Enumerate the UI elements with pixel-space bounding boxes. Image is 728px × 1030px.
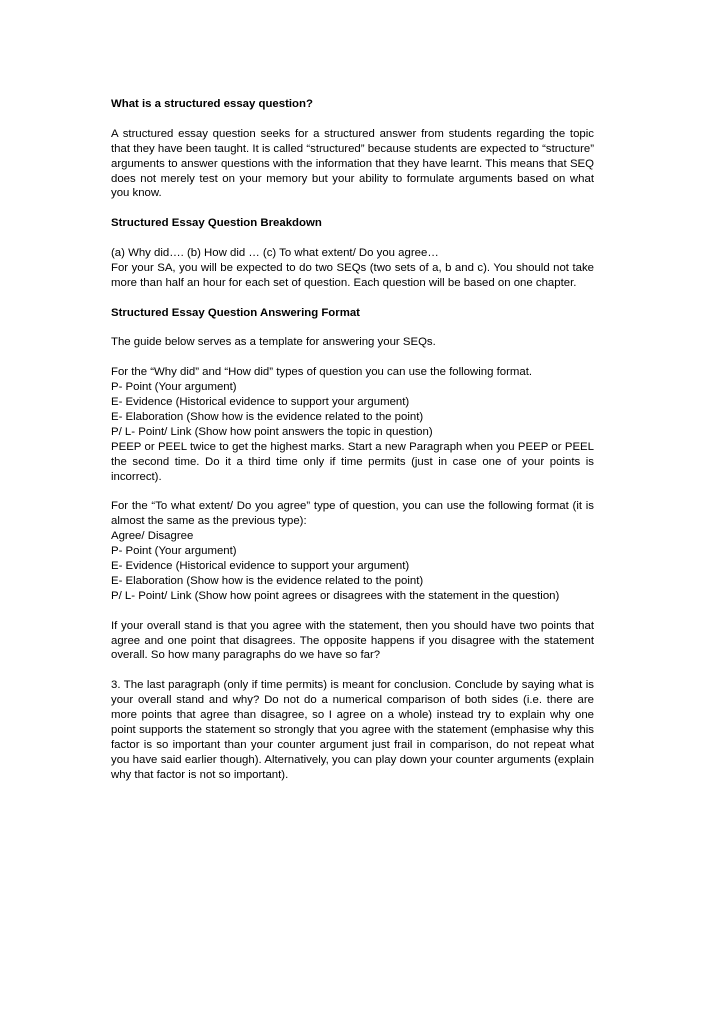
extent-intro: For the “To what extent/ Do you agree” type of question, you can use the following format (it is almost the same as the previous type): [111, 500, 594, 528]
peel2-link: P/ L- Point/ Link (Show how point agrees or disagrees with the statement in the question) [111, 589, 560, 602]
agree-disagree-label: Agree/ Disagree [111, 530, 194, 543]
section-extent-format [111, 499, 594, 603]
peel-note: PEEP or PEEL twice to get the highest marks. Start a new Paragraph when you PEEP or PEEL the second time. Do it a third time only if time permits (just in case one of your points is incorrect). [111, 440, 594, 483]
paragraph-guide-intro: The guide below serves as a template for answering your SEQs. [111, 336, 436, 349]
peel-link: P/ L- Point/ Link (Show how point answers the topic in question) [111, 425, 433, 438]
peel2-point: P- Point (Your argument) [111, 545, 237, 558]
heading-answering-format: Structured Essay Question Answering Format [111, 306, 360, 319]
paragraph-conclusion: 3. The last paragraph (only if time permits) is meant for conclusion. Conclude by saying what is your overall stand and why? Do not do a numerical comparison of both sides (i.e. there are more points that agree than disagree, so I agree on a whole) instead try to explain why one point supports the statement so strongly that you agree with the statement (emphasise why this factor is so important than your counter argument just frail in comparison, do not repeat what you have said earlier though). Alternatively, you can play down your counter arguments (explain why that factor is not so important). [111, 679, 594, 781]
why-how-intro: For the “Why did” and “How did” types of question you can use the following format. [111, 366, 533, 379]
section-why-how-format [111, 365, 594, 484]
peel-evidence: E- Evidence (Historical evidence to support your argument) [111, 396, 410, 409]
paragraph-sa-requirements: For your SA, you will be expected to do two SEQs (two sets of a, b and c). You should not take more than half an hour for each set of question. Each question will be based on one chapter. [111, 261, 594, 289]
paragraph-overall-stand: If your overall stand is that you agree with the statement, then you should have two points that agree and one point that disagrees. The opposite happens if you disagree with the statement overall. So how many paragraphs do we have so far? [111, 619, 594, 662]
heading-seq-breakdown: Structured Essay Question Breakdown [111, 217, 322, 230]
section-breakdown [111, 246, 594, 291]
peel-point: P- Point (Your argument) [111, 381, 237, 394]
peel2-evidence: E- Evidence (Historical evidence to support your argument) [111, 559, 410, 572]
paragraph-seq-definition: A structured essay question seeks for a structured answer from students regarding the topic that they have been taught. It is called “structured” because students are expected to “structure” arguments to answer questions with the information that they have learnt. This means that SEQ does not merely test on your memory but your ability to formulate arguments based on what you know. [111, 127, 594, 200]
document-page [111, 97, 594, 783]
heading-what-is-seq: What is a structured essay question? [111, 98, 313, 110]
peel2-elaboration: E- Elaboration (Show how is the evidence related to the point) [111, 574, 424, 587]
peel-elaboration: E- Elaboration (Show how is the evidence related to the point) [111, 410, 424, 423]
breakdown-line: (a) Why did…. (b) How did … (c) To what extent/ Do you agree… [111, 247, 439, 260]
